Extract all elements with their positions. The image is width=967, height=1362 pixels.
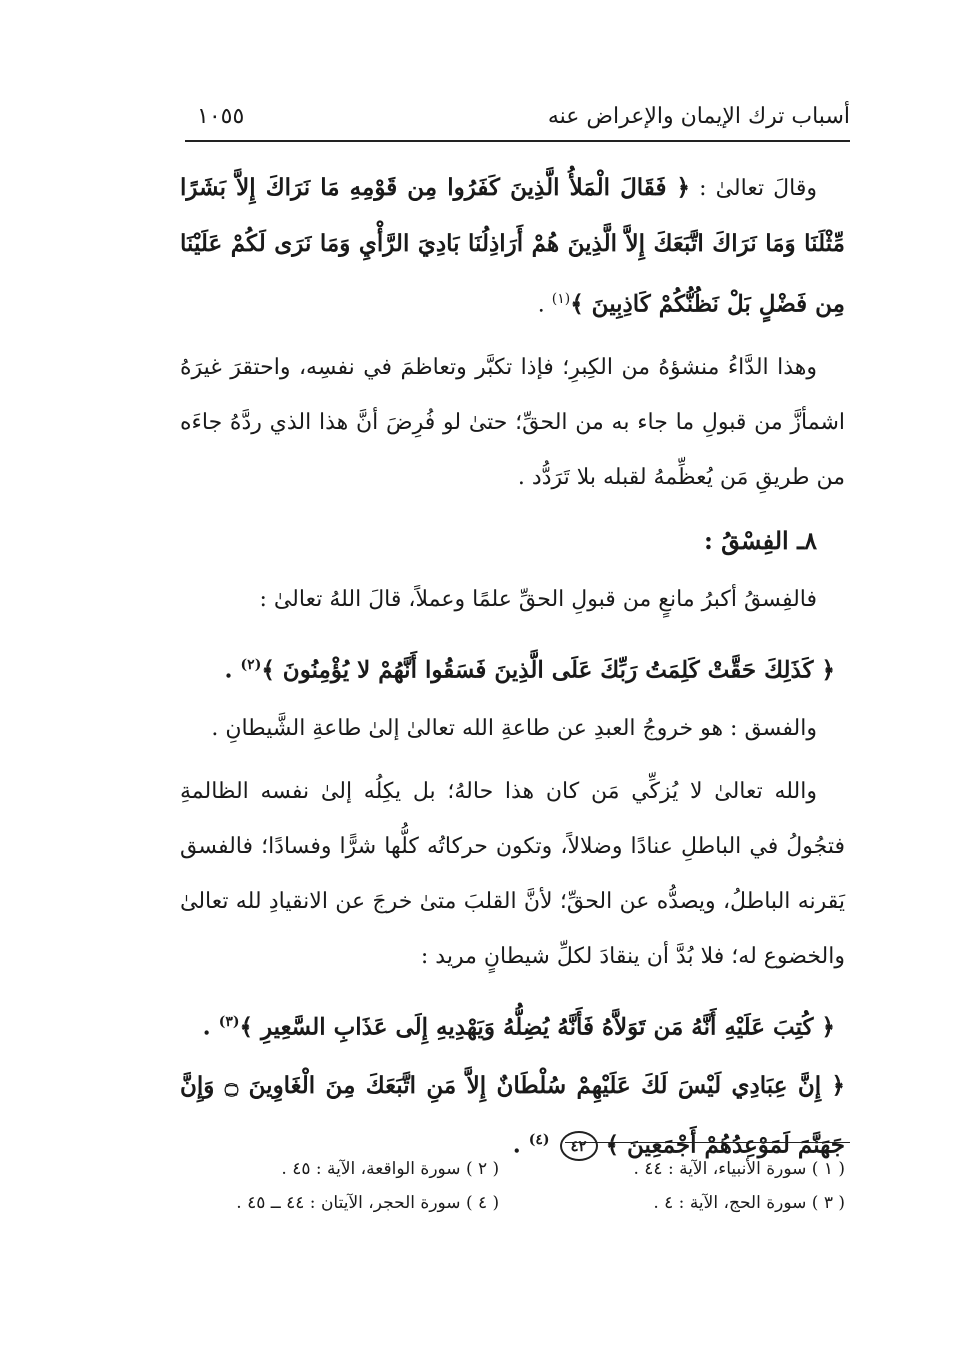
paragraph-5-text: والله تعالىٰ لا يُزكِّي مَن كان هذا حالهُ؛ بل يكِلُه إلىٰ نفسه الظالمةِ فتجُولُ في الباطلِ عنادًا وضلالاً، وتكون حركاتُه كلُّها شرًّا وفسادًا؛ فالفسق يَقرنه الباطلُ، ويصدُّه عن الحقِّ؛ لأنَّ القلبَ متىٰ خرجَ عن الانقيادِ لله تعالىٰ والخضوع له؛ فلا بُدَّ أن ينقادَ لكلِّ شيطانٍ مريد : — [180, 778, 845, 969]
paragraph-4 — [180, 701, 845, 756]
running-title: أسباب ترك الإيمان والإعراض عنه — [547, 104, 850, 129]
paragraph-3-text: فالفِسقُ أكبرُ مانعٍ من قبولِ الحقِّ علمًا وعملاً، قالَ اللهُ تعالىٰ : — [259, 587, 817, 613]
paragraph-5 — [180, 764, 845, 984]
page-body — [180, 160, 845, 1180]
paragraph-2 — [180, 340, 845, 505]
ayah-number-marker: ٤٢ — [560, 1131, 598, 1161]
page-number: ١٠٥٥ — [197, 104, 245, 129]
paragraph-1-end: . — [537, 292, 552, 318]
quran-verse-2-line — [180, 635, 845, 701]
paragraph-4-text: والفسق : هو خروجُ العبدِ عن طاعةِ الله تعالىٰ إلىٰ طاعةِ الشَّيطانِ . — [211, 715, 817, 741]
quran-verse-2-end: . — [224, 656, 241, 684]
quran-verse-3-end: . — [202, 1013, 219, 1041]
quran-verse-3-line — [180, 992, 845, 1058]
paragraph-2-text: وهذا الدَّاءُ منشؤهُ من الكِبرِ؛ فإذا تكبَّر وتعاظمَ في نفسِه، واحتقرَ غيرَهُ اشمأزَّ من قبولِ ما جاء به من الحقِّ؛ حتىٰ لو فُرِضَ أنَّ هذا الذي ردَّهُ جاءَه من طريقِ مَن يُعظِّمهُ لقبله بلا تَرَدُّد . — [180, 355, 845, 491]
paragraph-1-intro: وقالَ تعالىٰ : — [690, 176, 817, 201]
paragraph-1 — [180, 160, 845, 332]
quran-verse-1: ﴿ فَقَالَ الْمَلأُ الَّذِينَ كَفَرُوا مِن قَوْمِهِ مَا نَرَاكَ إِلاَّ بَشَرًا مِّثْلَنَا وَمَا نَرَاكَ اتَّبَعَكَ إِلاَّ الَّذِينَ هُمْ أَرَاذِلُنَا بَادِيَ الرَّأْيِ وَمَا نَرَى لَكُمْ عَلَيْنَا مِن فَضْلٍ بَلْ نَظُنُّكُمْ كَاذِبِينَ ﴾ — [180, 174, 845, 318]
quran-verse-3: ﴿ كُتِبَ عَلَيْهِ أَنَّهُ مَن تَوَلاَّهُ فَأَنَّهُ يُضِلُّهُ وَيَهْدِيهِ إِلَى عَذَابِ السَّعِيرِ ﴾ — [239, 1013, 835, 1041]
paragraph-3 — [180, 572, 845, 627]
footnote-ref-3: (٣) — [218, 1013, 240, 1030]
footnote-row-1 — [180, 1152, 845, 1186]
quran-verse-4-end: . — [512, 1131, 529, 1159]
footnote-divider — [565, 1142, 850, 1143]
footnote-ref-1: (١) — [551, 291, 571, 307]
footnote-row-2 — [180, 1186, 845, 1220]
footnote-ref-4: (٤) — [528, 1131, 550, 1148]
quran-verse-4: ﴿ إِنَّ عِبَادِي لَيْسَ لَكَ عَلَيْهِمْ سُلْطَانٌ إِلاَّ مَنِ اتَّبَعَكَ مِنَ الْغَاوِينَ ۝ وَإِنَّ جَهَنَّمَ لَمَوْعِدُهُمْ أَجْمَعِينَ ﴾ — [180, 1071, 845, 1159]
footnotes — [180, 1152, 845, 1220]
section-heading-8: ٨ـ الفِسْقُ : — [703, 526, 817, 556]
quran-verse-2: ﴿ كَذَلِكَ حَقَّتْ كَلِمَتُ رَبِّكَ عَلَى الَّذِينَ فَسَقُوا أَنَّهُمْ لا يُؤْمِنُونَ ﴾ — [261, 656, 835, 684]
footnote-1: ( ١ ) سورة الأنبياء، الآية : ٤٤ . — [633, 1159, 845, 1179]
footnote-ref-2: (٢) — [240, 657, 262, 674]
footnote-4: ( ٤ ) سورة الحجر، الآيتان : ٤٤ ــ ٤٥ . — [236, 1193, 500, 1213]
footnote-2: ( ٢ ) سورة الواقعة، الآية : ٤٥ . — [281, 1159, 500, 1179]
page-header — [185, 100, 850, 142]
footnote-3: ( ٣ ) سورة الحج، الآية : ٤ . — [653, 1193, 845, 1213]
